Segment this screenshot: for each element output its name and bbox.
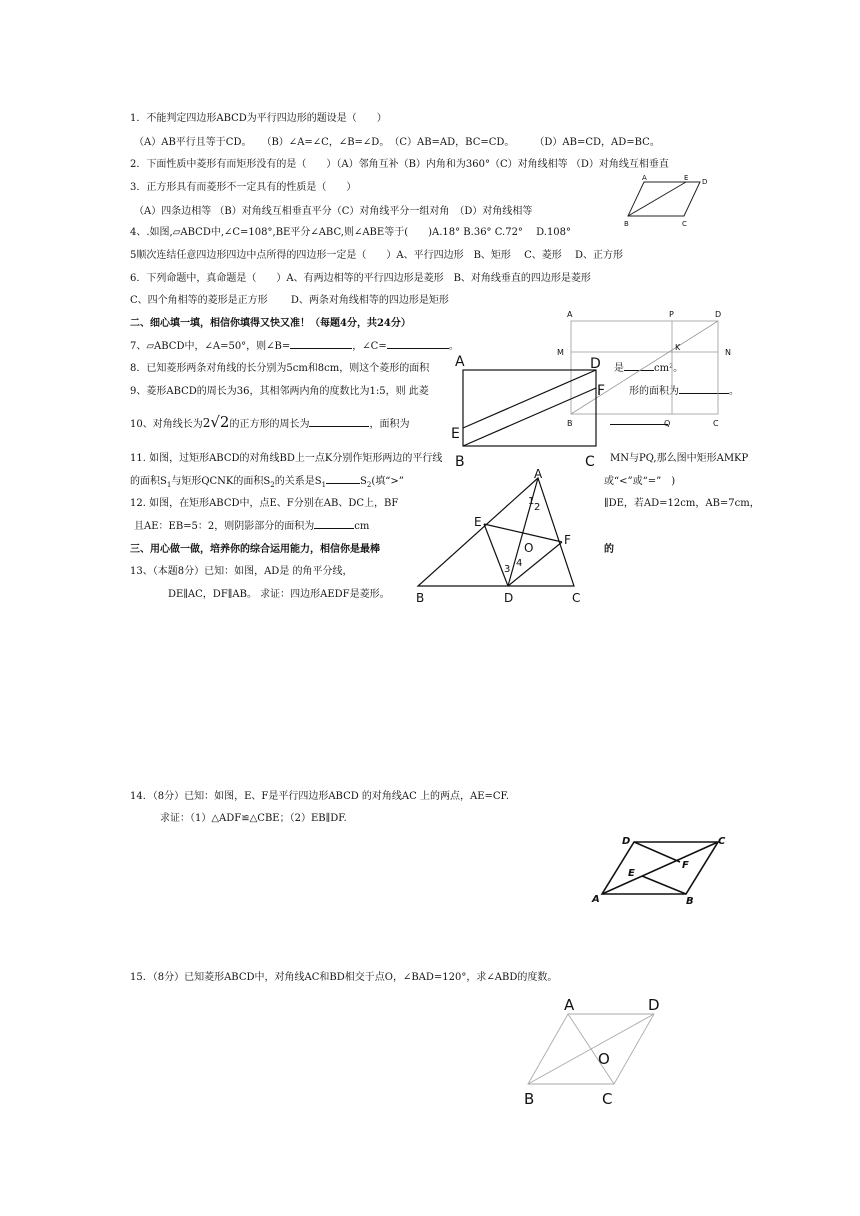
section-3-heading: 三、用心做一做，培养你的综合运用能力，相信你是最棒: [130, 544, 380, 555]
q12-unit: cm: [354, 521, 370, 532]
q8-stem: 8．已知菱形两条对角线的长分别为5cm和8cm，则这个菱形的面积: [130, 363, 430, 374]
q14-label-b: B: [686, 896, 694, 907]
q9-end-a: 形的面积为: [629, 386, 679, 397]
q15-label-c: C: [602, 1090, 613, 1108]
q4-label-c: C: [682, 220, 687, 228]
q13-stem: 13、（本题8分）已知：如图，AD是 的角平分线，: [130, 566, 353, 577]
q10-coefficient: 2: [202, 416, 211, 430]
q12-label-a: A: [455, 354, 465, 370]
q4-bisector-be: [628, 182, 686, 216]
q13-line2: DE∥AC，DF∥AB。 求证：四边形AEDF是菱形。: [168, 589, 390, 600]
q7-part-a: 7、▱ABCD中，∠A=50°，则∠B=: [130, 341, 291, 352]
q11-end2: 或“<”或“=” ): [604, 476, 676, 487]
q13-label-f: F: [564, 533, 571, 547]
q8-end-a: 是: [614, 363, 624, 374]
q10-part-b: 的正方形的周长为: [229, 419, 310, 430]
q11-label-d: D: [715, 310, 722, 319]
q15-label-a: A: [564, 996, 575, 1014]
q11-line2-b: 与矩形QCNK的面积S: [171, 476, 271, 487]
q11-sub1b: 1: [321, 481, 327, 489]
figure-q4-parallelogram: [620, 172, 715, 228]
q13-label-d: D: [504, 591, 514, 605]
q11-label-c: C: [713, 419, 719, 428]
q11-label-n: N: [725, 348, 731, 357]
q11-sub2b: 2: [366, 481, 372, 489]
q14-diagonal-ac: [602, 842, 718, 894]
section-3-heading-end: 的: [604, 544, 614, 555]
q7-part-b: ，∠C=: [352, 341, 387, 352]
q1-options: （A）AB平行且等于CD。 （B）∠A=∠C，∠B=∠D。 （C）AB=AD，BC=CD。 （D）AB=CD，AD=BC。: [134, 137, 660, 148]
q12-label-b: B: [455, 454, 465, 470]
q10-stem: [130, 413, 410, 431]
q4-label-b: B: [624, 220, 629, 228]
q5-stem: 5顺次连结任意四边形四边中点所得的四边形一定是（ ）A、平行四边形 B、矩形 C、菱形 D、正方形: [130, 250, 623, 261]
q6-continued: C、四个角相等的菱形是正方形 D、两条对角线相等的四边形是矩形: [130, 295, 449, 306]
q12-line2: [134, 520, 369, 533]
q14-stem: 14．（8分）已知：如图，E、F是平行四边形ABCD 的对角线AC 上的两点，AE=CF.: [130, 791, 510, 802]
q14-line2: 求证：（1）△ADF≌△CBE；（2）EB∥DF.: [160, 813, 347, 824]
q15-stem: 15．（8分）已知菱形ABCD中，对角线AC和BD相交于点O，∠BAD=120°，求∠ABD的度数。: [130, 972, 558, 983]
q11-sub2: 2: [270, 481, 275, 489]
q11-line2: [130, 475, 404, 492]
q9-stem: 9、菱形ABCD的周长为36，其相邻两内角的度数比为1:5，则 此菱: [130, 386, 429, 397]
figure-q12-rectangle: [450, 350, 610, 470]
q11-sub1: 1: [166, 481, 172, 489]
q12-label-e: E: [451, 426, 460, 442]
q4-label-d: D: [702, 178, 708, 186]
q13-label-angle3: 3: [504, 564, 511, 575]
q7-blank-c[interactable]: [387, 348, 449, 349]
q12-label-d: D: [590, 356, 601, 372]
q10-blank-perimeter[interactable]: [309, 426, 369, 427]
q11-label-m: M: [557, 348, 564, 357]
q13-label-angle1: 1: [528, 496, 535, 507]
q11-line2-d: S: [360, 476, 367, 487]
q12-label-f: F: [597, 383, 606, 399]
q9-end-b: 。: [729, 386, 739, 397]
q6-stem: 6．下列命题中，真命题是（ ）A、有两边相等的平行四边形是菱形 B、对角线垂直的四边形是菱形: [130, 273, 591, 284]
q13-label-e: E: [474, 515, 482, 529]
q11-line2-a: 的面积S: [130, 476, 167, 487]
q14-label-f: F: [682, 860, 689, 871]
q14-segment-eb: [642, 876, 686, 894]
q11-label-q: Q: [664, 419, 671, 428]
q13-label-angle4: 4: [516, 558, 523, 569]
q11-label-b: B: [567, 419, 573, 428]
q12-line-ed: [463, 370, 596, 428]
q12-line-bf: [463, 388, 596, 446]
q12-end: ∥DE，若AD=12cm，AB=7cm，: [604, 498, 760, 509]
q13-label-b: B: [416, 591, 425, 605]
q11-label-p: P: [669, 310, 674, 319]
q11-line2-e: (填“>”: [371, 476, 404, 487]
q14-label-e: E: [628, 868, 635, 879]
q15-label-b: B: [524, 1090, 535, 1108]
q11-end: MN与PQ,那么图中矩形AMKP: [610, 453, 749, 464]
q14-label-d: D: [622, 836, 631, 847]
q13-label-c: C: [572, 591, 581, 605]
q10-part-a: 10、对角线长为: [130, 419, 203, 430]
q4-stem: 4、.如图,▱ABCD中,∠C=108°,BE平分∠ABC,则∠ABE等于( )A.18° B.36° C.72° D.108°: [130, 227, 572, 238]
q10-sqrt: √2: [210, 413, 230, 431]
q15-label-o: O: [598, 1050, 610, 1068]
q12-stem: 12. 如图，在矩形ABCD中，点E、F分别在AB、DC上，BF: [130, 498, 399, 509]
q4-label-a: A: [642, 174, 647, 182]
q12-blank[interactable]: [314, 528, 354, 529]
q12-label-c: C: [585, 454, 595, 470]
q12-rectangle-abcd: [463, 370, 596, 446]
q13-label-angle2: 2: [534, 502, 541, 513]
q10-part-c: ，面积为: [369, 419, 410, 430]
q2-stem: 2．下面性质中菱形有而矩形没有的是（ ）（A）邻角互补（B）内角和为360°（C）对角线相等 （D）对角线互相垂直: [130, 159, 669, 170]
q1-stem: 1．不能判定四边形ABCD为平行四边形的题设是（ ）: [130, 113, 387, 124]
q8-end-b: cm²。: [654, 363, 684, 374]
q7-part-c: 。: [448, 341, 459, 352]
q4-label-e: E: [684, 174, 689, 182]
q11-label-k: K: [675, 343, 681, 352]
q15-diagonal-bd: [528, 1014, 654, 1084]
q13-label-a: A: [534, 467, 543, 481]
q11-line2-c: 的关系是S: [274, 476, 322, 487]
q11-stem: 11. 如图，过矩形ABCD的对角线BD上一点K分别作矩形两边的平行线: [130, 453, 443, 464]
q11-blank[interactable]: [326, 483, 360, 484]
q13-bisector-ad: [508, 478, 541, 586]
q13-triangle-abc: [418, 478, 574, 586]
q12-line2-text: 且AE：EB=5：2，则阴影部分的面积为: [134, 521, 315, 532]
q7-stem: [130, 340, 459, 353]
q3-options: （A）四条边相等 （B）对角线互相垂直平分（C）对角线平分一组对角 （D）对角线相等: [134, 206, 533, 217]
figure-q13-triangle: [412, 466, 602, 611]
figure-q14-parallelogram: [590, 830, 740, 912]
q15-label-d: D: [648, 996, 660, 1014]
q14-label-a: A: [592, 894, 600, 905]
q13-segment-ed: [484, 524, 511, 586]
q11-label-a: A: [567, 310, 573, 319]
q13-label-o: O: [524, 541, 534, 555]
figure-q15-rhombus: [518, 992, 668, 1112]
q14-label-c: C: [718, 836, 726, 847]
q13-segment-ef: [484, 524, 562, 542]
q7-blank-b[interactable]: [290, 348, 352, 349]
q3-stem: 3．正方形具有而菱形不一定具有的性质是（ ）: [130, 182, 357, 193]
section-2-heading: 二、细心填一填，相信你填得又快又准！（每题4分，共24分）: [130, 318, 411, 329]
q14-segment-df: [634, 842, 680, 862]
q4-parallelogram-shape: [628, 182, 700, 216]
